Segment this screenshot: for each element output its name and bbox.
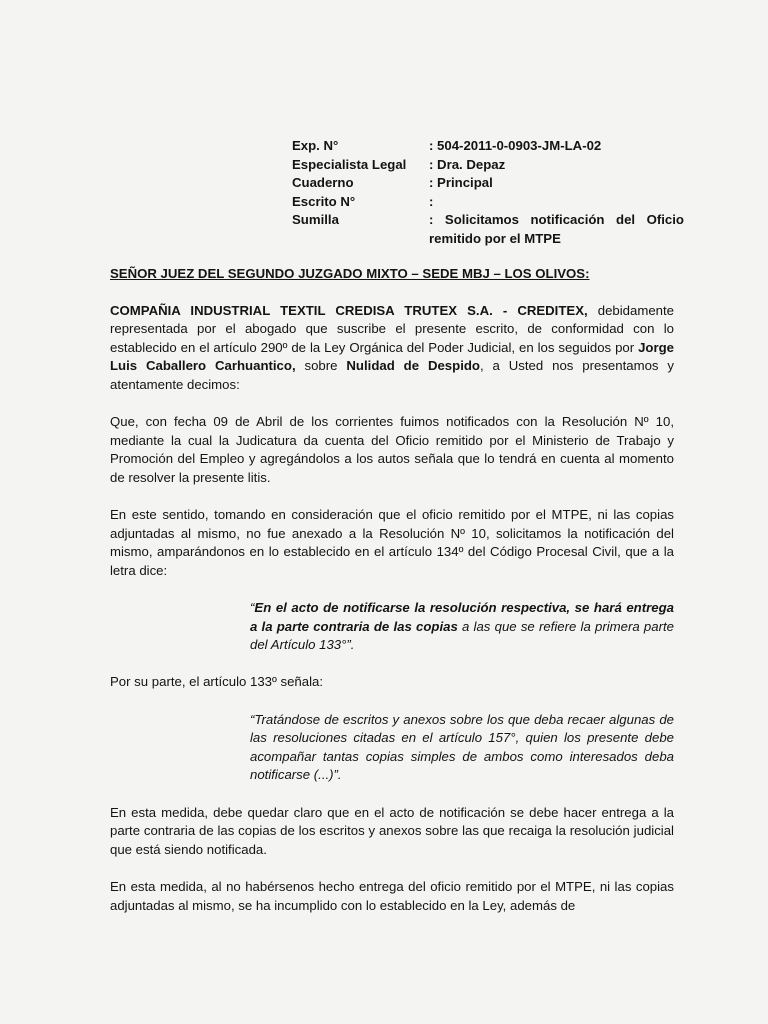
intro-text: debidamente representada por el abogado que suscribe el presente escrito, de conformidad con lo establecido en el artículo 290º de la Ley Orgánica del Poder Judicial, en los seguidos por [110,302,675,355]
quote-article-133: “Tratándose de escritos y anexos sobre los que deba recaer algunas de las resoluciones citadas en el artículo 157°, quien los presente debe acompañar tantas copias simples de ambos como interesados deba notificarse (...)”. [250,711,674,783]
header-value: : 504-2011-0-0903-JM-LA-02 [429,138,602,153]
header-value: : Dra. Depaz [429,156,506,172]
quote-text: a las que se refiere la primera parte del Artículo 133°”. [250,618,674,653]
header-label: Cuaderno [292,175,354,191]
header-row-escrito [292,193,684,212]
paragraph-2: En este sentido, tomando en consideración que el oficio remitido por el MTPE, ni las copias adjuntadas al mismo, no fue anexado a la Resolución Nº 10, solicitamos la notificación del mismo, amparándonos en lo establecido en el artículo 134º del Código Procesal Civil, que a la letra dice: [110,507,674,578]
quote-open: “ [250,600,255,616]
header-value: : [429,193,434,209]
document-body [110,265,674,934]
quote-article-134 [250,599,674,655]
sumilla-line-1: : Solicitamos notificación del Oficio [429,212,684,228]
intro-text: , a Usted nos presentamos y atentamente decimos: [110,358,674,392]
header-row-especialista [292,156,684,175]
header-value: : Principal [429,175,493,191]
court-address: SEÑOR JUEZ DEL SEGUNDO JUZGADO MIXTO – SEDE MBJ – LOS OLIVOS: [110,266,590,281]
paragraph-4: En esta medida, debe quedar claro que en el acto de notificación se debe hacer entrega a la parte contraria de las copias de los escritos y anexos sobre las que recaiga la resolución judicial que está siendo notificada. [110,804,674,857]
header-row-sumilla [292,211,684,248]
header-label: Escrito N° [292,193,356,209]
header-value [429,211,684,248]
company-name: COMPAÑIA INDUSTRIAL TEXTIL CREDISA TRUTEX S.A. - CREDITEX, [110,302,588,318]
paragraph-3: Por su parte, el artículo 133º señala: [110,674,324,690]
header-row-expediente [292,137,684,156]
quote-bold-text: En el acto de notificarse la resolución respectiva, se hará entrega a la parte contraria de las copias [250,600,674,634]
header-label: Especialista Legal [292,156,407,172]
plaintiff-name: Jorge Luis Caballero Carhuantico, [110,339,674,374]
header-label: Sumilla [292,212,339,228]
intro-text: sobre [295,358,347,374]
case-matter: Nulidad de Despido [346,358,480,374]
paragraph-1: Que, con fecha 09 de Abril de los corrientes fuimos notificados con la Resolución Nº 10, mediante la cual la Judicatura da cuenta del Oficio remitido por el Ministerio de Trabajo y Promoción del Empleo y agregándolos a los autos señala que lo tendrá en cuenta al momento de resolver la presente litis. [110,414,674,485]
header-label: Exp. N° [292,138,339,153]
header-row-cuaderno [292,174,684,193]
sumilla-line-2: remitido por el MTPE [429,230,561,246]
case-header [292,137,684,249]
intro-paragraph [110,302,674,395]
paragraph-5: En esta medida, al no habérsenos hecho entrega del oficio remitido por el MTPE, ni las copias adjuntadas al mismo, se ha incumplido con lo establecido en la Ley, además de [110,879,674,913]
